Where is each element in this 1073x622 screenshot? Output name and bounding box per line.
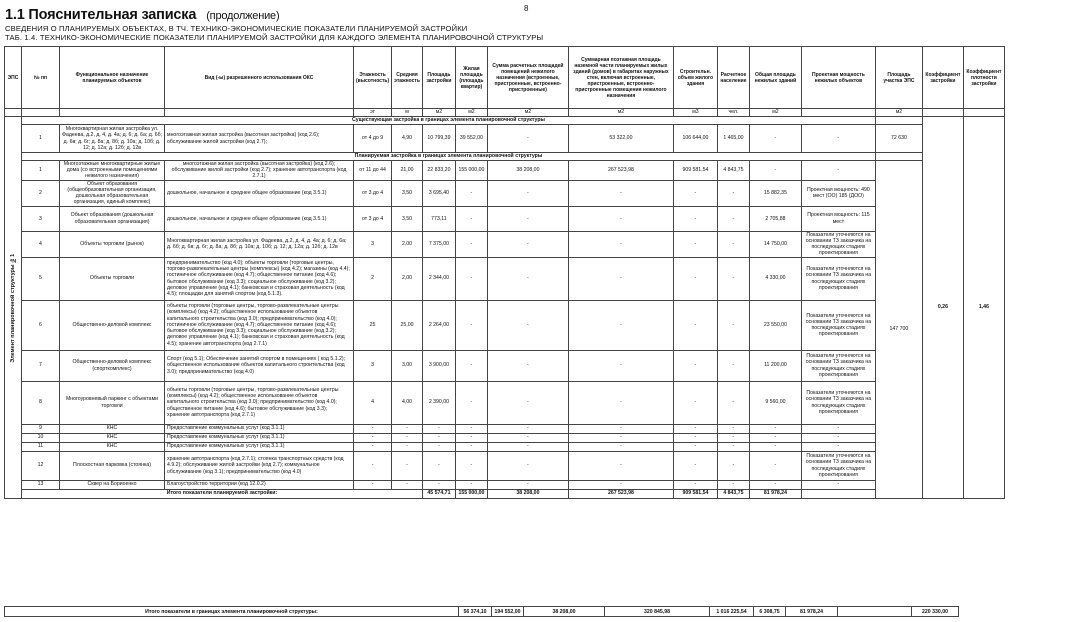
coef-built: 0,26 <box>922 117 963 499</box>
unit-cell: м2 <box>568 109 673 117</box>
header-cell: № пп <box>22 47 60 109</box>
capacity-cell: - <box>801 480 875 489</box>
volume-cell: - <box>673 480 717 489</box>
header-cell: Сумма расчетных площадей помещений нежилого назначения (встроенные, пристроенные, встроенно-пристроенные) <box>487 47 568 109</box>
volume-cell: - <box>673 350 717 381</box>
total-capacity <box>801 489 875 498</box>
section-planned-row <box>5 153 1005 161</box>
unit-cell: м2 <box>749 109 801 117</box>
nonres-cell: - <box>487 442 568 451</box>
unit-cell <box>963 109 1004 117</box>
nonres-area-cell: 14 750,00 <box>749 231 801 257</box>
nonres-cell: - <box>487 433 568 442</box>
volume-cell: 909 581,54 <box>673 161 717 181</box>
vri-cell: Предоставление коммунальных услуг (код 3.1.1) <box>165 433 354 442</box>
total-pop: 4 843,75 <box>717 489 749 498</box>
floors-cell: 3 <box>354 350 392 381</box>
total-floor-cell: 267 523,98 <box>568 161 673 181</box>
row-number: 11 <box>22 442 60 451</box>
pop-cell: - <box>717 433 749 442</box>
total-floor-cell: - <box>568 206 673 231</box>
planned-row <box>5 206 1005 231</box>
header-cell: Средняя этажность <box>392 47 423 109</box>
total-floor-cell: - <box>568 424 673 433</box>
nonres-cell: - <box>487 480 568 489</box>
floors-cell: - <box>354 433 392 442</box>
grand-total-nonres-area: 81 978,24 <box>786 607 838 617</box>
section-title: Существующая застройка в границах элемента планировочной структуры <box>22 117 876 125</box>
grand-total-population: 6 308,75 <box>754 607 786 617</box>
volume-cell: - <box>673 300 717 350</box>
function-cell: КНС <box>60 424 165 433</box>
capacity-cell: - <box>801 442 875 451</box>
nonres-area-cell: 23 550,00 <box>749 300 801 350</box>
section-heading: СВЕДЕНИЯ О ПЛАНИРУЕМЫХ ОБЪЕКТАХ, В ТЧ. ТЕХНИКО-ЭКОНОМИЧЕСКИЕ ПОКАЗАТЕЛИ ПЛАНИРУЕМОЙ ЗАСТРОЙКИ <box>5 24 468 33</box>
avg-cell: 3,50 <box>392 180 423 206</box>
nonres-area-cell: 11 200,00 <box>749 350 801 381</box>
header-cell: Этажность (высотность) <box>354 47 392 109</box>
unit-cell: м2 <box>875 109 922 117</box>
floors-cell: от 4 до 9 <box>354 125 392 153</box>
nonres-area-cell: - <box>749 451 801 480</box>
pop-cell: - <box>717 231 749 257</box>
coef-density: 1,46 <box>963 117 1004 499</box>
area-cell: 2 264,00 <box>422 300 455 350</box>
title-text: 1.1 Пояснительная записка <box>5 7 197 23</box>
living-cell: 39 552,00 <box>455 125 487 153</box>
section-plot-cell <box>875 117 922 125</box>
nonres-area-cell: - <box>749 433 801 442</box>
floors-cell: от 11 до 44 <box>354 161 392 181</box>
page-title <box>5 7 279 23</box>
planned-row <box>5 433 1005 442</box>
avg-cell: 2,00 <box>392 257 423 300</box>
planned-row <box>5 231 1005 257</box>
living-cell: - <box>455 480 487 489</box>
living-cell: 155 000,00 <box>455 161 487 181</box>
floors-cell: 2 <box>354 257 392 300</box>
area-cell: 3 695,40 <box>422 180 455 206</box>
header-cell: Общая площадь нежилых зданий <box>749 47 801 109</box>
header-cell: Строительн. объем жилого здания <box>673 47 717 109</box>
pop-cell: - <box>717 300 749 350</box>
unit-cell <box>60 109 165 117</box>
row-number: 12 <box>22 451 60 480</box>
unit-cell: эт <box>354 109 392 117</box>
vri-cell: дошкольное, начальное и среднее общее образование (код 3.5.1) <box>165 206 354 231</box>
floors-cell: - <box>354 442 392 451</box>
pop-cell: 4 843,75 <box>717 161 749 181</box>
area-cell: 7 375,00 <box>422 231 455 257</box>
header-row <box>5 47 1005 109</box>
total-floor-cell: - <box>568 231 673 257</box>
function-cell: Сквер на Бориоенко <box>60 480 165 489</box>
living-cell: - <box>455 381 487 424</box>
unit-cell: м <box>392 109 423 117</box>
living-cell: - <box>455 206 487 231</box>
vri-cell: Предоставление коммунальных услуг (код 3.1.1) <box>165 442 354 451</box>
avg-cell: 3,00 <box>392 350 423 381</box>
header-cell: Площадь застройки <box>422 47 455 109</box>
volume-cell: - <box>673 206 717 231</box>
unit-cell: м2 <box>455 109 487 117</box>
volume-cell: - <box>673 433 717 442</box>
unit-cell <box>165 109 354 117</box>
planned-row <box>5 257 1005 300</box>
eps-label: Элемент планировочной структуры №1 <box>5 117 22 499</box>
header-cell: Проектная мощность нежилых объектов <box>801 47 875 109</box>
living-cell: - <box>455 300 487 350</box>
row-number: 5 <box>22 257 60 300</box>
function-cell: Объекты торговли <box>60 257 165 300</box>
volume-cell: - <box>673 231 717 257</box>
nonres-area-cell: - <box>749 161 801 181</box>
living-cell: - <box>455 433 487 442</box>
header-cell: Коэффициент застройки <box>922 47 963 109</box>
total-floor-cell: - <box>568 480 673 489</box>
planned-row <box>5 451 1005 480</box>
nonres-cell: - <box>487 206 568 231</box>
total-floor-cell: - <box>568 257 673 300</box>
planned-row <box>5 161 1005 181</box>
grand-total-plot: 220 330,00 <box>912 607 959 617</box>
planned-row <box>5 300 1005 350</box>
pop-cell: - <box>717 257 749 300</box>
nonres-cell: - <box>487 424 568 433</box>
function-cell: Многоэтажные многоквартирные жилые дома (со встроенными помещениями нежилого назначения) <box>60 161 165 181</box>
capacity-cell: Показатели уточняются на основании ТЗ заказчика на последующих стадиях проектирования <box>801 381 875 424</box>
area-cell: 2 344,00 <box>422 257 455 300</box>
capacity-cell: Проектная мощность: 115 мест <box>801 206 875 231</box>
nonres-cell: - <box>487 451 568 480</box>
nonres-area-cell: 9 560,00 <box>749 381 801 424</box>
vri-cell: хранение автотранспорта (код 2.7.1); стоянка транспортных средств (код 4.9.2); обслуживание жилой застройки (код 2.7); коммунальное обслуживание (код 3.1); предпринимательство (код 4.0) <box>165 451 354 480</box>
capacity-cell: Показатели уточняются на основании ТЗ заказчика на последующих стадиях проектирования <box>801 451 875 480</box>
planned-row <box>5 180 1005 206</box>
floors-cell: - <box>354 480 392 489</box>
planned-row <box>5 350 1005 381</box>
avg-cell: 25,00 <box>392 300 423 350</box>
volume-cell: 106 644,00 <box>673 125 717 153</box>
title-continuation: (продолжение) <box>206 10 280 22</box>
row-number: 2 <box>22 180 60 206</box>
total-floor-cell: - <box>568 381 673 424</box>
volume-cell: - <box>673 442 717 451</box>
nonres-cell: 38 208,00 <box>487 161 568 181</box>
area-cell: - <box>422 433 455 442</box>
pop-cell: - <box>717 381 749 424</box>
living-cell: - <box>455 424 487 433</box>
vri-cell: дошкольное, начальное и среднее общее образование (код 3.5.1) <box>165 180 354 206</box>
vri-cell: Спорт (код 5.1); Обеспечение занятий спортом в помещениях ( код 5.1.2); общественное использование объектов капитального строительства (код 3.0); предпринимательство (код 4.0) <box>165 350 354 381</box>
pop-cell: - <box>717 350 749 381</box>
grand-total-nonres: 38 208,00 <box>524 607 605 617</box>
section-title: Планируемая застройка в границах элемента планировочной структуры <box>22 153 876 161</box>
nonres-cell: - <box>487 350 568 381</box>
avg-cell: - <box>392 451 423 480</box>
total-nonres: 38 208,00 <box>487 489 568 498</box>
function-cell: Плоскостная парковка (стоянка) <box>60 451 165 480</box>
total-living: 155 000,00 <box>455 489 487 498</box>
section-plot-cell <box>875 153 922 161</box>
header-cell: Расчетное население <box>717 47 749 109</box>
living-cell: - <box>455 180 487 206</box>
unit-cell <box>922 109 963 117</box>
vri-cell: многоэтажная жилая застройка (высотная застройка) (код 2.6); обслуживание жилой застройки (код 2.7); хранение автотранспорта (код 2.7.1) <box>165 161 354 181</box>
capacity-cell: Показатели уточняются на основании ТЗ заказчика на последующих стадиях проектирования <box>801 300 875 350</box>
nonres-area-cell: 4 330,00 <box>749 257 801 300</box>
function-cell: Объект образования (общеобразовательная организация, дошкольная образовательная организация, единый комплекс) <box>60 180 165 206</box>
nonres-cell: - <box>487 381 568 424</box>
nonres-area-cell: - <box>749 125 801 153</box>
header-cell: Функциональное назначение планируемых объектов <box>60 47 165 109</box>
row-number: 13 <box>22 480 60 489</box>
total-floor-cell: - <box>568 442 673 451</box>
header-cell: Жилая площадь (площадь квартир) <box>455 47 487 109</box>
grand-total-area: 56 374,10 <box>459 607 492 617</box>
row-number: 7 <box>22 350 60 381</box>
area-cell: - <box>422 424 455 433</box>
pop-cell: - <box>717 451 749 480</box>
total-nonres-area: 81 978,24 <box>749 489 801 498</box>
header-cell: Суммарная поэтажная площадь наземной части планируемых жилых зданий (домов) в габаритах наружных стен, включая встроенные, пристроенные, встроенно-пристроенные помещения нежилого назначения <box>568 47 673 109</box>
page-number: 8 <box>524 4 529 13</box>
units-row <box>5 109 1005 117</box>
living-cell: - <box>455 451 487 480</box>
unit-cell <box>5 109 22 117</box>
vri-cell: предпринимательство (код 4.0); объекты торговли (торговые центры, торгово-развлекательные центры (комплексы) (код 4.2); магазины (код 4.4); гостиничное обслуживание (код 4.7); общественное питание (код 4.6); бытовое обслуживание (код 3.3); социальное обслуживание (код 3.2); деловое управление (код 4.1); банковская и страховая деятельность (код 4.5); площадки для занятий спортом (код 5.1.3). <box>165 257 354 300</box>
row-number: 8 <box>22 381 60 424</box>
capacity-cell: Проектная мощность: 490 мест (ОО) 185 (ДОО) <box>801 180 875 206</box>
vri-cell: объекты торговли (торговые центры, торгово-развлекательные центры (комплексы) (код 4.2); общественное использование объектов капитального строительства (код 3.0); предпринимательство (код 4.0); общественное питание (код 4.6); бытовое обслуживание (код 3.3); хранение автотранспорта (код 2.7.1) <box>165 381 354 424</box>
area-cell: - <box>422 442 455 451</box>
grand-total-row <box>5 607 959 617</box>
total-floor-cell: 53 322,00 <box>568 125 673 153</box>
function-cell: Многоквартирная жилая застройка ул. Фадеева, д.2, д. 4, д. 4а; д. 6; д. 6а; д. 6б; д. 6в; д. 6г; д. 8а; д. 8б; д. 10а; д. 10б; д. 12; д. 12а; д. 12б; д. 12в <box>60 125 165 153</box>
header-cell: Площадь участка ЭПС <box>875 47 922 109</box>
pop-cell: - <box>717 442 749 451</box>
vri-cell: Многоквартирная жилая застройка ул. Фадеева, д.2, д. 4, д. 4а; д. 6; д. 6а; д. 6б; д. 6в; д. 6г; д. 8а; д. 8б; д. 10а; д. 10б; д. 12; д. 12а; д. 12б; д. 12в <box>165 231 354 257</box>
row-number: 4 <box>22 231 60 257</box>
area-cell: - <box>422 480 455 489</box>
total-area: 45 574,71 <box>422 489 455 498</box>
living-cell: - <box>455 442 487 451</box>
avg-cell: - <box>392 480 423 489</box>
header-cell: Коэффициент плотности застройки <box>963 47 1004 109</box>
row-number: 10 <box>22 433 60 442</box>
unit-cell: чел. <box>717 109 749 117</box>
planned-row <box>5 442 1005 451</box>
nonres-area-cell: 2 705,88 <box>749 206 801 231</box>
avg-cell: - <box>392 433 423 442</box>
area-cell: 10 799,39 <box>422 125 455 153</box>
nonres-area-cell: 15 882,35 <box>749 180 801 206</box>
plot-area-cell: 147 700 <box>875 161 922 499</box>
capacity-cell: - <box>801 161 875 181</box>
total-volume: 909 581,54 <box>673 489 717 498</box>
plot-area-cell: 72 630 <box>875 125 922 153</box>
total-floor-cell: - <box>568 180 673 206</box>
floors-cell: - <box>354 451 392 480</box>
capacity-cell: Показатели уточняются на основании ТЗ заказчика на последующих стадиях проектирования <box>801 350 875 381</box>
capacity-cell: - <box>801 433 875 442</box>
volume-cell: - <box>673 257 717 300</box>
floors-cell: 25 <box>354 300 392 350</box>
row-number: 1 <box>22 125 60 153</box>
pop-cell: - <box>717 424 749 433</box>
planned-row <box>5 381 1005 424</box>
grand-total-living: 194 552,00 <box>492 607 524 617</box>
area-cell: 22 833,20 <box>422 161 455 181</box>
function-cell: КНС <box>60 433 165 442</box>
function-cell: Общественно-деловой комплекс <box>60 300 165 350</box>
area-cell: 2 390,00 <box>422 381 455 424</box>
floors-cell: 3 <box>354 231 392 257</box>
nonres-cell: - <box>487 300 568 350</box>
planned-row <box>5 424 1005 433</box>
grand-total-floor-area: 320 845,98 <box>605 607 710 617</box>
volume-cell: - <box>673 424 717 433</box>
volume-cell: - <box>673 451 717 480</box>
unit-cell: м2 <box>487 109 568 117</box>
nonres-cell: - <box>487 231 568 257</box>
capacity-cell: - <box>801 424 875 433</box>
nonres-cell: - <box>487 125 568 153</box>
grand-total-volume: 1 016 225,54 <box>710 607 754 617</box>
total-floor-cell: - <box>568 433 673 442</box>
floors-cell: от 3 до 4 <box>354 180 392 206</box>
unit-cell <box>801 109 875 117</box>
avg-cell: 21,00 <box>392 161 423 181</box>
living-cell: - <box>455 257 487 300</box>
avg-cell: - <box>392 442 423 451</box>
function-cell: Объекты торговли (рынок) <box>60 231 165 257</box>
volume-cell: - <box>673 180 717 206</box>
floors-cell: от 3 до 4 <box>354 206 392 231</box>
vri-cell: многоэтажная жилая застройка (высотная застройка) (код 2.6); обслуживание жилой застройки (код 2.7); <box>165 125 354 153</box>
pop-cell: - <box>717 480 749 489</box>
area-cell: - <box>422 451 455 480</box>
function-cell: Многоуровневый паркинг с объектами торговли <box>60 381 165 424</box>
total-floor-cell: - <box>568 451 673 480</box>
capacity-cell: Показатели уточняются на основании ТЗ заказчика на последующих стадиях проектирования <box>801 257 875 300</box>
area-cell: 3 900,00 <box>422 350 455 381</box>
vri-cell: объекты торговли (торговые центры, торгово-развлекательные центры (комплексы) (код 4.2); общественное использование объектов капитального строительства (код 3.0); предпринимательство (код 4.0); гостиничное обслуживание (код 4.7); общественное питание (код 4.6); бытовое обслуживание (код 3.3); социальное обслуживание (код 3.2); деловое управление (код 4.1); банковская и страховая деятельность (код 4.5); хранение автотранспорта (код 2.7.1) <box>165 300 354 350</box>
row-number: 9 <box>22 424 60 433</box>
existing-row <box>5 125 1005 153</box>
avg-cell: 4,00 <box>392 381 423 424</box>
volume-cell: - <box>673 381 717 424</box>
header-cell: ЭПС <box>5 47 22 109</box>
pop-cell: 1 465,00 <box>717 125 749 153</box>
header-cell: Вид (-ы) разрешенного использования ОКС <box>165 47 354 109</box>
total-total-floor: 267 523,98 <box>568 489 673 498</box>
grand-total-table <box>4 606 959 617</box>
floors-cell: - <box>354 424 392 433</box>
nonres-area-cell: - <box>749 424 801 433</box>
row-number: 3 <box>22 206 60 231</box>
planned-row <box>5 480 1005 489</box>
living-cell: - <box>455 231 487 257</box>
avg-cell: 2,00 <box>392 231 423 257</box>
floors-cell: 4 <box>354 381 392 424</box>
row-number: 1 <box>22 161 60 181</box>
capacity-cell: - <box>801 125 875 153</box>
total-floor-cell: - <box>568 350 673 381</box>
total-planned-label: Итого показатели планируемой застройки: <box>22 489 423 498</box>
nonres-cell: - <box>487 257 568 300</box>
nonres-area-cell: - <box>749 480 801 489</box>
avg-cell: 4,90 <box>392 125 423 153</box>
living-cell: - <box>455 350 487 381</box>
tep-table <box>4 46 1005 499</box>
area-cell: 773,11 <box>422 206 455 231</box>
row-number: 6 <box>22 300 60 350</box>
vri-cell: Предоставление коммунальных услуг (код 3.1.1) <box>165 424 354 433</box>
unit-cell <box>22 109 60 117</box>
nonres-cell: - <box>487 180 568 206</box>
nonres-area-cell: - <box>749 442 801 451</box>
unit-cell: м3 <box>673 109 717 117</box>
table-caption: ТАБ. 1.4. ТЕХНИКО-ЭКОНОМИЧЕСКИЕ ПОКАЗАТЕЛИ ПЛАНИРУЕМОЙ ЗАСТРОЙКИ ДЛЯ КАЖДОГО ЭЛЕМЕНТА ПЛАНИРОВОЧНОЙ СТРУКТУРЫ <box>5 33 544 42</box>
vri-cell: Благоустройство территории (код 12.0.2) <box>165 480 354 489</box>
total-planned-row <box>5 489 1005 498</box>
pop-cell: - <box>717 206 749 231</box>
function-cell: Общественно-деловой комплекс (спорткомплекс) <box>60 350 165 381</box>
avg-cell: 3,50 <box>392 206 423 231</box>
pop-cell: - <box>717 180 749 206</box>
capacity-cell: Показатели уточняются на основании ТЗ заказчика на последующих стадиях проектирования <box>801 231 875 257</box>
total-floor-cell: - <box>568 300 673 350</box>
avg-cell: - <box>392 424 423 433</box>
grand-total-label: Итого показатели в границах элемента планировочной структуры: <box>5 607 459 617</box>
section-existing-row <box>5 117 1005 125</box>
function-cell: КНС <box>60 442 165 451</box>
grand-total-capacity <box>838 607 912 617</box>
function-cell: Объект образования (дошкольная образовательная организация) <box>60 206 165 231</box>
unit-cell: м2 <box>422 109 455 117</box>
